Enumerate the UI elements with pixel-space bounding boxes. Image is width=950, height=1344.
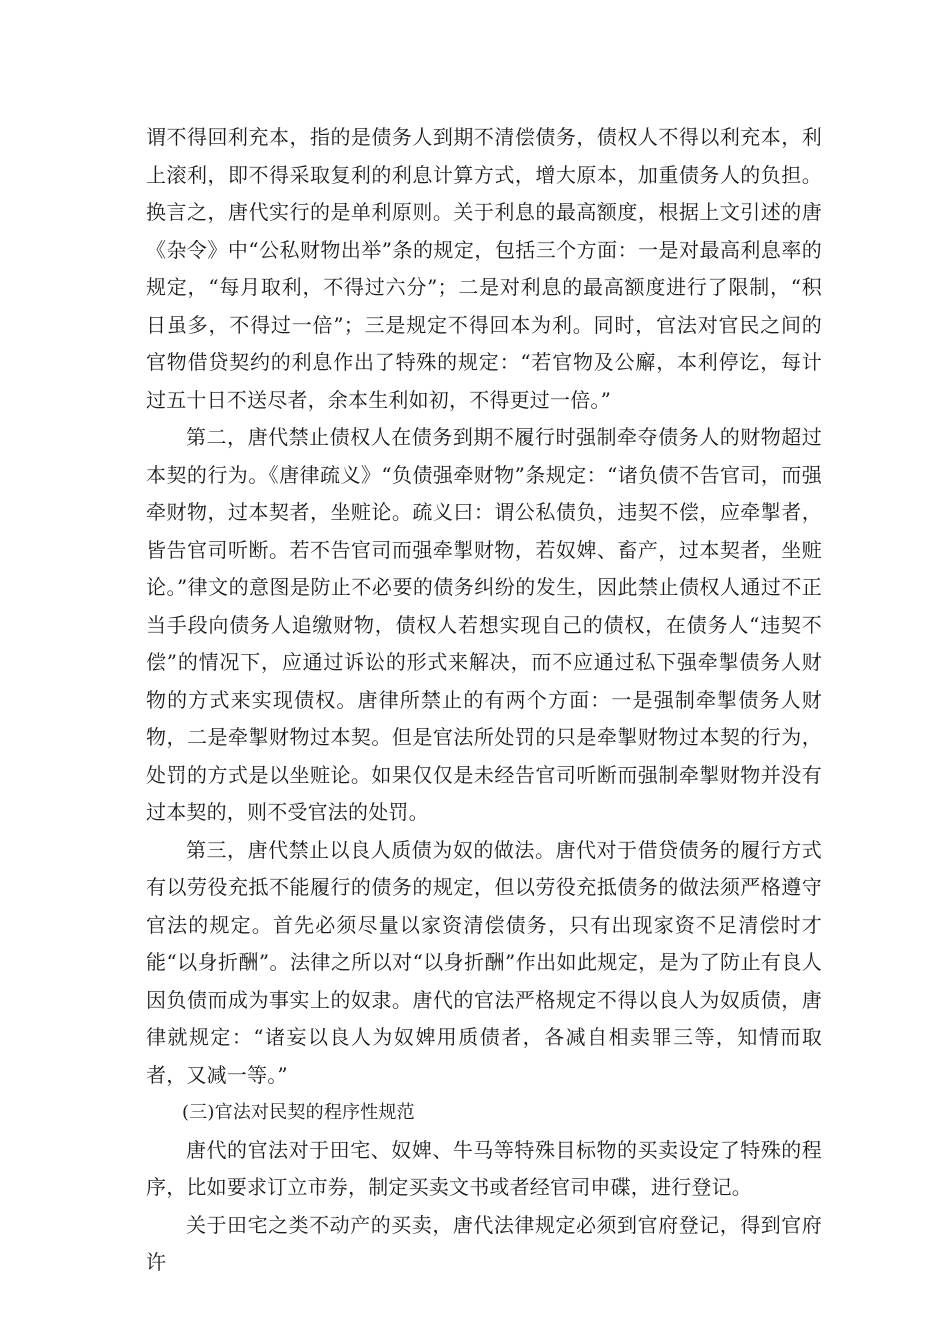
- document-body: [146, 119, 822, 1282]
- section-heading: (三)官法对民契的程序性规范: [182, 1102, 415, 1123]
- paragraph-real-estate: 关于田宅之类不动产的买卖，唐代法律规定必须到官府登记，得到官府许: [146, 1212, 822, 1274]
- paragraph-third-rule: 第三，唐代禁止以良人质债为奴的做法。唐代对于借贷债务的履行方式有以劳役充抵不能履行的债务的规定，但以劳役充抵债务的做法须严格遵守官法的规定。首先必须尽量以家资清偿债务，只有出现家资不足清偿时才能“以身折酬”。法律之所以对“以身折酬”作出如此规定，是为了防止有良人因负债而成为事实上的奴隶。唐代的官法严格规定不得以良人为奴质债，唐律就规定：“诸妄以良人为奴婢用质债者，各减自相卖罪三等，知情而取者，又减一等。”: [146, 837, 822, 1087]
- paragraph-interest-rules: 谓不得回利充本，指的是债务人到期不清偿债务，债权人不得以利充本，利上滚利，即不得采取复利的利息计算方式，增大原本，加重债务人的负担。换言之，唐代实行的是单利原则。关于利息的最高额度，根据上文引述的唐《杂令》中“公私财物出举”条的规定，包括三个方面：一是对最高利息率的规定，“每月取利，不得过六分”；二是对利息的最高额度进行了限制，“积日虽多，不得过一倍”；三是规定不得回本为利。同时，官法对官民之间的官物借贷契约的利息作出了特殊的规定：“若官物及公廨，本利停讫，每计过五十日不送尽者，余本生利如初，不得更过一倍。”: [146, 125, 822, 412]
- paragraph-procedure: 唐代的官法对于田宅、奴婢、牛马等特殊目标物的买卖设定了特殊的程序，比如要求订立市券，制定买卖文书或者经官司申碟，进行登记。: [146, 1137, 822, 1199]
- paragraph-second-rule: 第二，唐代禁止债权人在债务到期不履行时强制牵夺债务人的财物超过本契的行为。《唐律疏义》“负债强牵财物”条规定：“诸负债不告官司，而强牵财物，过本契者，坐赃论。疏义曰：谓公私债负，违契不偿，应牵掣者，皆告官司听断。若不告官司而强牵掣财物，若奴婢、畜产，过本契者，坐赃论。”律文的意图是防止不必要的债务纠纷的发生，因此禁止债权人通过不正当手段向债务人追缴财物，债权人若想实现自己的债权，在债务人“违契不偿”的情况下，应通过诉讼的形式来解决，而不应通过私下强牵掣债务人财物的方式来实现债权。唐律所禁止的有两个方面：一是强制牵掣债务人财物，二是牵掣财物过本契。但是官法所处罚的只是牵掣财物过本契的行为，处罚的方式是以坐赃论。如果仅仅是未经告官司听断而强制牵掣财物并没有过本契的，则不受官法的处罚。: [146, 425, 822, 824]
